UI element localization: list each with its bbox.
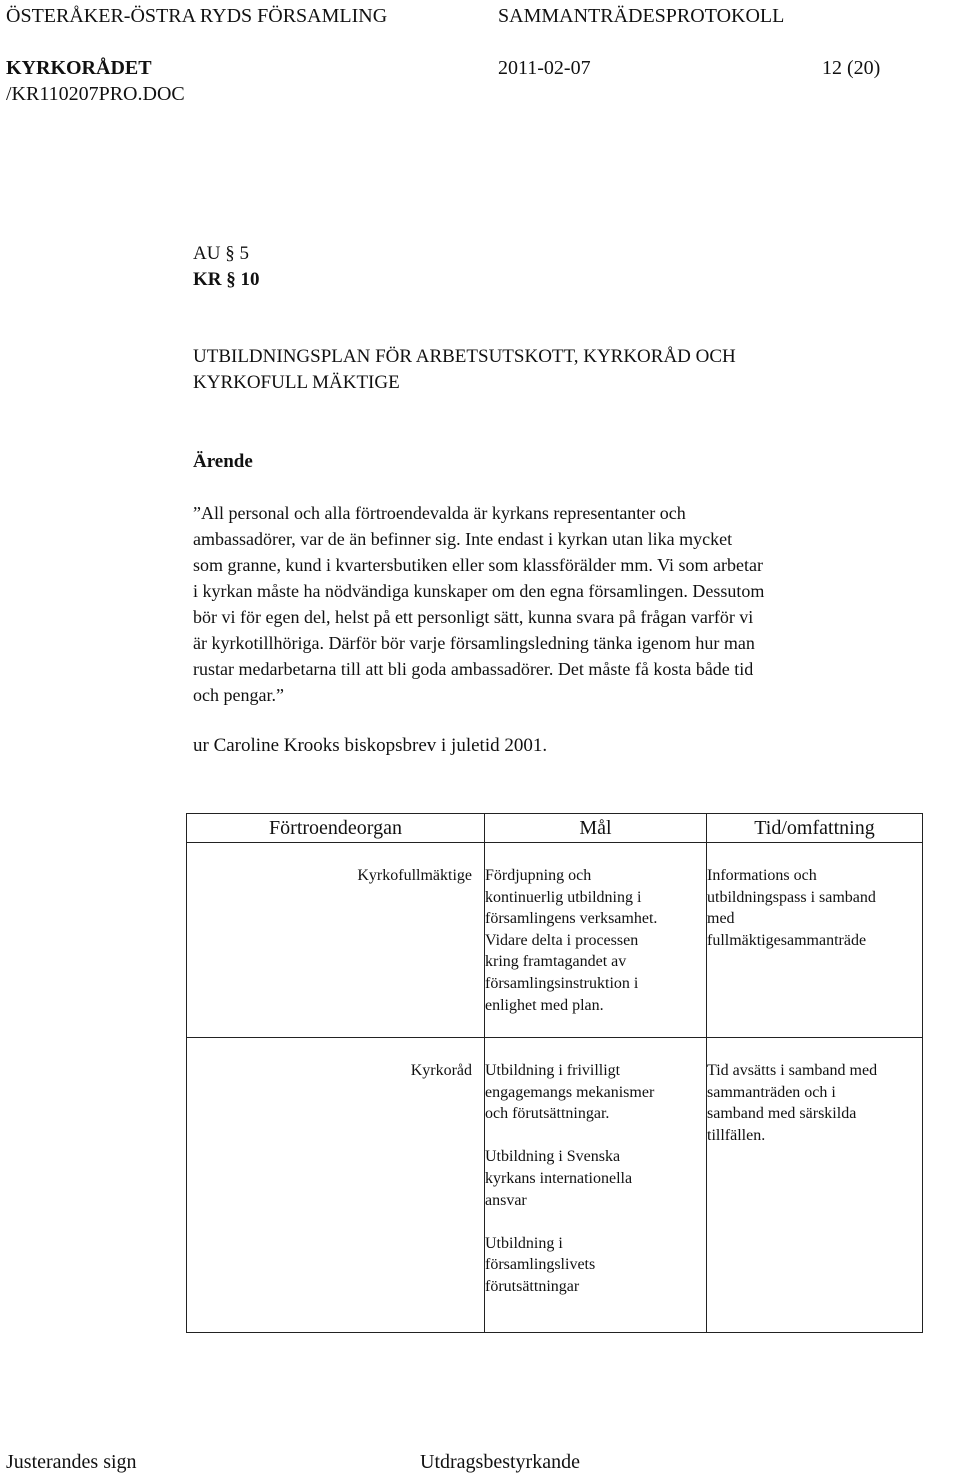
goal-cell (485, 843, 707, 1038)
table-row (187, 843, 923, 1038)
quote-line: ambassadörer, var de än befinner sig. Inte endast i kyrkan utan lika mycket (193, 529, 733, 549)
quote-source: ur Caroline Krooks biskopsbrev i juletid 2001. (193, 735, 548, 756)
goal-line: och förutsättningar. (485, 1105, 610, 1123)
time-cell (707, 843, 923, 1038)
footer-justerandes-sign: Justerandes sign (6, 1451, 137, 1473)
organ-name: Kyrkofullmäktige (357, 867, 472, 884)
au-paragraph: AU § 5 (193, 243, 249, 264)
table-header-row (187, 814, 923, 843)
goal-line: ansvar (485, 1191, 527, 1209)
goal-line: Utbildning i (485, 1234, 563, 1252)
goal-line: församlingsinstruktion i (485, 974, 639, 992)
table-row (187, 1038, 923, 1333)
quote-line: ”All personal och alla förtroendevalda är kyrkans representanter och (193, 503, 686, 523)
goal-line: Utbildning i Svenska (485, 1148, 621, 1166)
time-line: Informations och (707, 867, 817, 884)
page-number: 12 (20) (822, 57, 881, 79)
arende-heading: Ärende (193, 451, 253, 472)
body-name: KYRKORÅDET (6, 57, 152, 79)
goal-line: församlingslivets (485, 1256, 596, 1274)
organ-cell (187, 843, 485, 1038)
section-title-line1: UTBILDNINGSPLAN FÖR ARBETSUTSKOTT, KYRKORÅD OCH (193, 346, 736, 367)
goal-line: engagemangs mekanismer (485, 1083, 655, 1101)
goal-line: församlingens verksamhet. (485, 910, 658, 928)
header-time: Tid/omfattning (707, 814, 923, 843)
quote-line: i kyrkan måste ha nödvändiga kunskaper om den egna församlingen. Dessutom (193, 581, 765, 601)
meeting-date: 2011-02-07 (498, 57, 591, 79)
quote-line: som granne, kund i kvartersbutiken eller som klassförälder mm. Vi som arbetar (193, 555, 763, 575)
goal-line: kyrkans internationella (485, 1169, 633, 1187)
organ-name: Kyrkoråd (410, 1062, 472, 1079)
organ-cell (187, 1038, 485, 1333)
time-line: med (707, 910, 735, 928)
kr-paragraph: KR § 10 (193, 269, 260, 290)
line-spacer (485, 1125, 706, 1147)
goal-line: Vidare delta i processen (485, 931, 639, 949)
time-line: Tid avsätts i samband med (707, 1062, 878, 1079)
quote-line: bör vi för egen del, helst på ett personligt sätt, kunna svara på frågan varför vi (193, 607, 754, 627)
goal-line: Fördjupning och (485, 867, 592, 884)
time-line: sammanträden och i (707, 1083, 836, 1101)
header-organ: Förtroendeorgan (187, 814, 485, 843)
quote-line: rustar medarbetarna till att bli goda ambassadörer. Det måste få kosta både tid (193, 659, 754, 679)
file-name: /KR110207PRO.DOC (6, 83, 185, 105)
time-cell (707, 1038, 923, 1333)
time-line: utbildningspass i samband (707, 888, 876, 906)
section-title-line2: KYRKOFULL MÄKTIGE (193, 372, 400, 393)
goal-line: kring framtagandet av (485, 953, 627, 971)
quote-block (193, 500, 923, 708)
goal-line: förutsättningar (485, 1277, 580, 1295)
quote-line: är kyrkotillhöriga. Därför bör varje församlingsledning tänka igenom hur man (193, 633, 755, 653)
goal-line: enlighet med plan. (485, 996, 604, 1014)
goal-cell (485, 1038, 707, 1333)
line-spacer (485, 1211, 706, 1233)
header-goal: Mål (485, 814, 707, 843)
time-line: tillfällen. (707, 1126, 766, 1144)
quote-line: och pengar.” (193, 685, 284, 705)
goal-line: Utbildning i frivilligt (485, 1062, 621, 1079)
parish-name: ÖSTERÅKER-ÖSTRA RYDS FÖRSAMLING (6, 5, 388, 27)
time-line: samband med särskilda (707, 1105, 857, 1123)
training-plan-table (186, 813, 923, 1333)
goal-line: kontinuerlig utbildning i (485, 888, 642, 906)
footer-utdragsbestyrkande: Utdragsbestyrkande (420, 1451, 580, 1473)
time-line: fullmäktigesammanträde (707, 931, 867, 949)
document-type: SAMMANTRÄDESPROTOKOLL (498, 5, 785, 27)
